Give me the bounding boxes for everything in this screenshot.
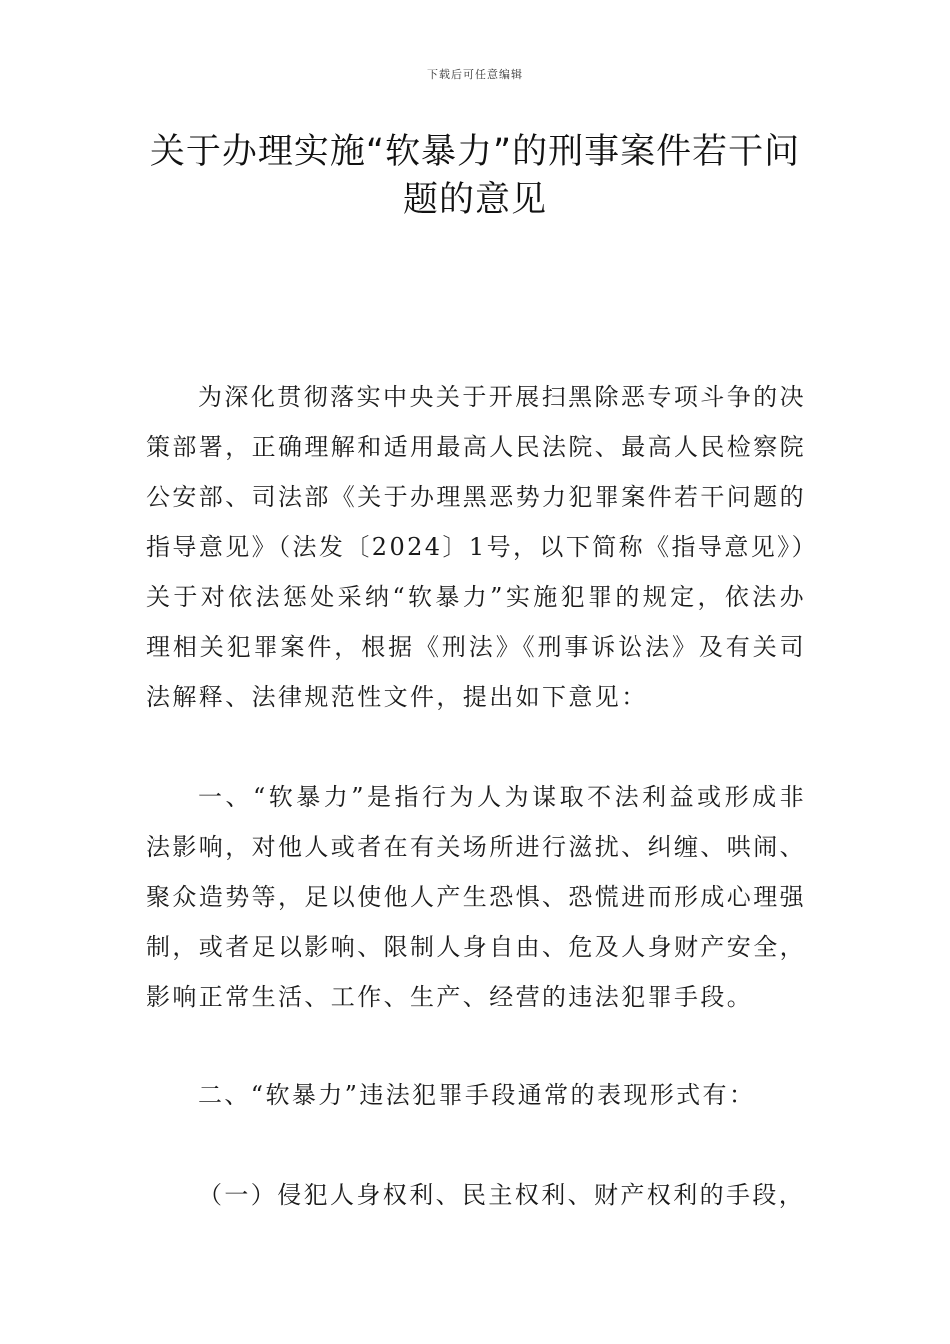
header-note: 下载后可任意编辑 (427, 68, 523, 81)
paragraph-article-1: 一、“软暴力”是指行为人为谋取不法利益或形成非法影响，对他人或者在有关场所进行滋扰、纠缠、哄闹、聚众造势等，足以使他人产生恐惧、恐慌进而形成心理强制，或者足以影响、限制人身自由、危及人身财产安全，影响正常生活、工作、生产、经营的违法犯罪手段。 (146, 783, 806, 1011)
document-title: 关于办理实施“软暴力”的刑事案件若干问题的意见 (149, 132, 801, 220)
paragraph-article-2: 二、“软暴力”违法犯罪手段通常的表现形式有： (198, 1081, 756, 1109)
paragraph-preamble: 为深化贯彻落实中央关于开展扫黑除恶专项斗争的决策部署，正确理解和适用最高人民法院、最高人民检察院公安部、司法部《关于办理黑恶势力犯罪案件若干问题的指导意见》（法发〔2024〕1号，以下简称《指导意见》）关于对依法惩处采纳“软暴力”实施犯罪的规定，依法办理相关犯罪案件，根据《刑法》《刑事诉讼法》及有关司法解释、法律规范性文件，提出如下意见： (146, 383, 806, 711)
paragraph-article-2-item-1: （一）侵犯人身权利、民主权利、财产权利的手段， (198, 1181, 806, 1209)
